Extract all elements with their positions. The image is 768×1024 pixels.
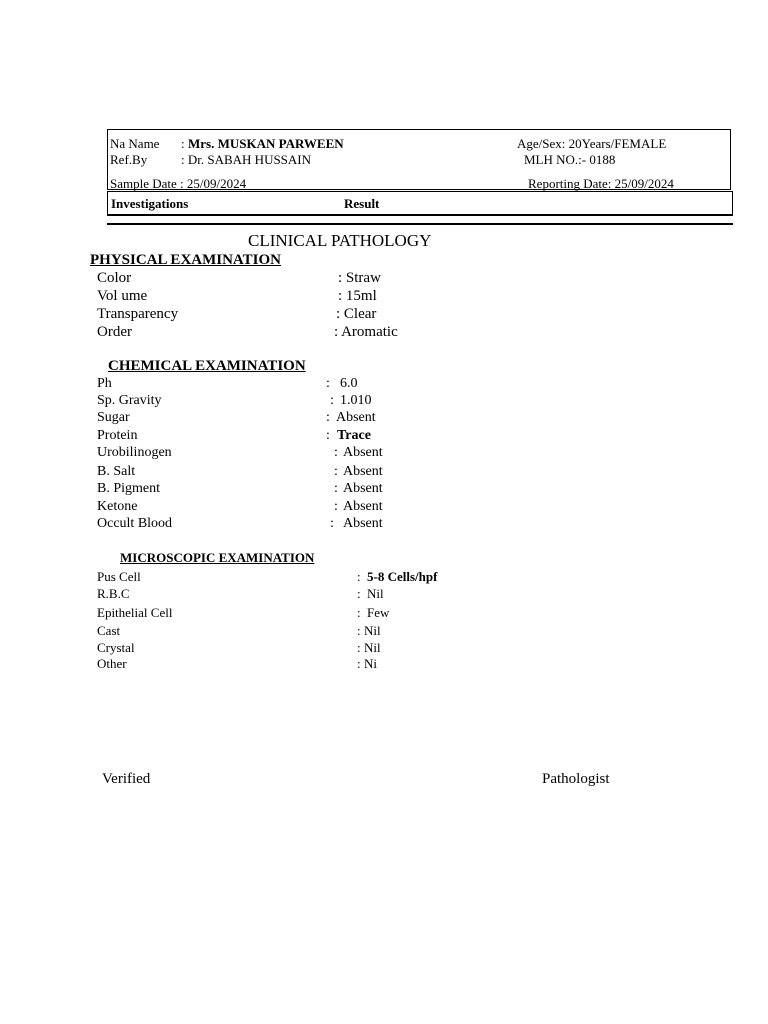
physical-value-color: : Straw bbox=[338, 270, 381, 286]
physical-exam-title: PHYSICAL EXAMINATION bbox=[90, 252, 281, 268]
investigations-header: Investigations bbox=[111, 196, 189, 211]
micro-value-cast: Nil bbox=[364, 623, 381, 638]
physical-value-transparency: : Clear bbox=[336, 306, 377, 322]
header-divider bbox=[107, 223, 733, 225]
chemical-label-b-pigment: B. Pigment bbox=[97, 481, 161, 496]
chemical-value-protein: Trace bbox=[337, 428, 371, 443]
micro-sep-crystal: : bbox=[357, 640, 361, 655]
age-sex: Age/Sex: 20Years/FEMALE bbox=[517, 136, 667, 151]
result-header: Result bbox=[344, 196, 380, 211]
chemical-exam-title: CHEMICAL EXAMINATION bbox=[108, 358, 306, 374]
physical-label-order: Order bbox=[97, 324, 132, 340]
name-label: Na Name bbox=[110, 136, 160, 151]
chemical-label-ketone: Ketone bbox=[97, 499, 138, 514]
report-title: CLINICAL PATHOLOGY bbox=[248, 231, 432, 250]
chemical-sep-protein: : bbox=[326, 428, 330, 443]
chemical-label-sugar: Sugar bbox=[97, 410, 130, 425]
pathologist-label: Pathologist bbox=[542, 771, 610, 787]
chemical-value-b-salt: Absent bbox=[343, 464, 383, 479]
micro-value-rbc: Nil bbox=[367, 586, 384, 601]
chemical-sep-ketone: : bbox=[334, 499, 338, 514]
micro-sep-pus-cell: : bbox=[357, 569, 361, 584]
micro-sep-cast: : bbox=[357, 623, 361, 638]
chemical-sep-urobilinogen: : bbox=[334, 445, 338, 460]
micro-value-epithelial-cell: Few bbox=[367, 605, 390, 620]
physical-label-volume: Vol ume bbox=[97, 288, 148, 304]
chemical-sep-b-pigment: : bbox=[334, 481, 338, 496]
micro-label-pus-cell: Pus Cell bbox=[97, 569, 141, 584]
micro-label-epithelial-cell: Epithelial Cell bbox=[97, 605, 173, 620]
physical-label-transparency: Transparency bbox=[97, 306, 179, 322]
column-header-bar bbox=[107, 191, 733, 216]
physical-value-volume: : 15ml bbox=[338, 288, 377, 304]
chemical-sep-occult-blood: : bbox=[330, 516, 334, 531]
sample-date: Sample Date : 25/09/2024 bbox=[110, 176, 247, 191]
chemical-value-occult-blood: Absent bbox=[343, 516, 383, 531]
micro-sep-rbc: : bbox=[357, 586, 361, 601]
micro-label-rbc: R.B.C bbox=[97, 586, 130, 601]
chemical-label-occult-blood: Occult Blood bbox=[97, 516, 173, 531]
micro-value-pus-cell: 5-8 Cells/hpf bbox=[367, 569, 438, 584]
verified-label: Verified bbox=[102, 771, 151, 787]
ref-label: Ref.By bbox=[110, 152, 148, 167]
chemical-sep-sugar: : bbox=[326, 410, 330, 425]
chemical-value-sugar: Absent bbox=[336, 410, 376, 425]
microscopic-exam-title: MICROSCOPIC EXAMINATION bbox=[120, 550, 315, 565]
chemical-sep-sp-gravity: : bbox=[330, 393, 334, 408]
micro-label-other: Other bbox=[97, 656, 127, 671]
physical-value-order: : Aromatic bbox=[334, 324, 398, 340]
micro-value-crystal: Nil bbox=[364, 640, 381, 655]
chemical-value-sp-gravity: 1.010 bbox=[340, 393, 372, 408]
chemical-label-b-salt: B. Salt bbox=[97, 464, 136, 479]
micro-sep-other: : bbox=[357, 656, 361, 671]
chemical-sep-b-salt: : bbox=[334, 464, 338, 479]
micro-label-cast: Cast bbox=[97, 623, 121, 638]
micro-sep-epithelial-cell: : bbox=[357, 605, 361, 620]
chemical-value-urobilinogen: Absent bbox=[343, 445, 383, 460]
physical-label-color: Color bbox=[97, 270, 132, 286]
chemical-value-ketone: Absent bbox=[343, 499, 383, 514]
chemical-label-urobilinogen: Urobilinogen bbox=[97, 445, 172, 460]
chemical-label-protein: Protein bbox=[97, 428, 138, 443]
micro-value-other: Ni bbox=[364, 656, 377, 671]
reporting-date: Reporting Date: 25/09/2024 bbox=[528, 176, 674, 191]
chemical-label-ph: Ph bbox=[97, 376, 112, 391]
mlh-number: MLH NO.:- 0188 bbox=[524, 152, 616, 167]
micro-label-crystal: Crystal bbox=[97, 640, 135, 655]
patient-name: Mrs. MUSKAN PARWEEN bbox=[188, 136, 344, 151]
chemical-label-sp-gravity: Sp. Gravity bbox=[97, 393, 162, 408]
name-separator: : bbox=[181, 136, 185, 151]
chemical-value-ph: 6.0 bbox=[340, 376, 358, 391]
chemical-sep-ph: : bbox=[326, 376, 330, 391]
ref-doctor: : Dr. SABAH HUSSAIN bbox=[181, 152, 312, 167]
chemical-value-b-pigment: Absent bbox=[343, 481, 383, 496]
